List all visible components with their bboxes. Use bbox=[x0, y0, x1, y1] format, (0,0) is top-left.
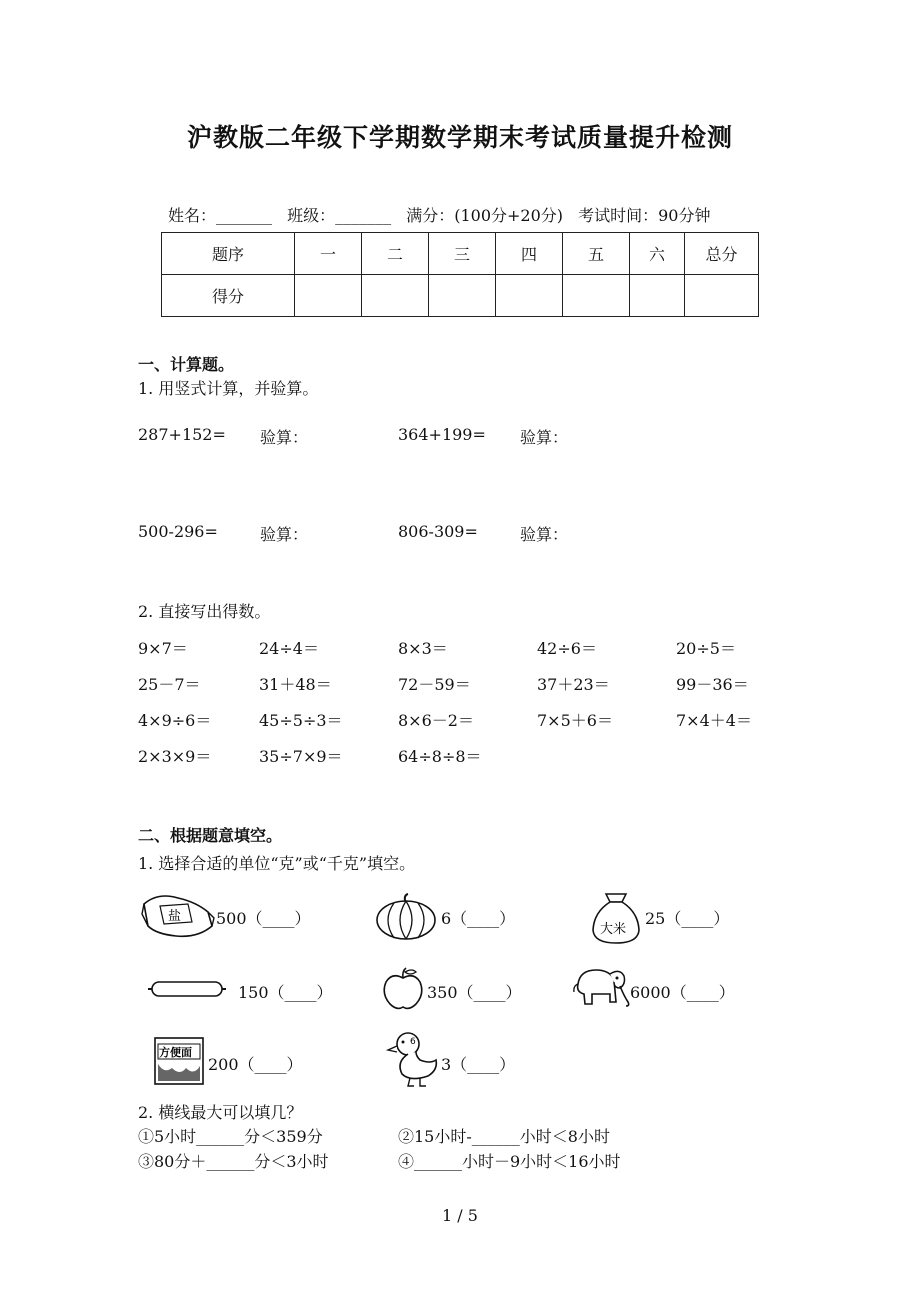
page-title: 沪教版二年级下学期数学期末考试质量提升检测 bbox=[186, 123, 733, 152]
mental-calc-item: 72－59＝ bbox=[398, 675, 471, 694]
score-table-score-row bbox=[162, 275, 759, 317]
mental-calc-item: 31＋48＝ bbox=[259, 675, 332, 694]
elephant-icon bbox=[570, 962, 632, 1012]
instant-noodles-label: 方便面 bbox=[159, 1046, 192, 1059]
section-2-title: 二、根据题意填空。 bbox=[138, 826, 283, 845]
question-1-1-prompt: 1. 用竖式计算，并验算。 bbox=[138, 379, 319, 398]
mental-calc-item: 7×5＋6＝ bbox=[537, 711, 613, 730]
score-table-header-cell: 五 bbox=[563, 233, 630, 275]
exam-time-label: 考试时间：90分钟 bbox=[578, 206, 711, 225]
unit-fill-item: 6000（____） bbox=[630, 983, 735, 1002]
section-1-title: 一、计算题。 bbox=[138, 355, 235, 374]
student-info-line bbox=[168, 203, 710, 226]
mental-calc-item: 8×6－2＝ bbox=[398, 711, 474, 730]
duck-label: 6 bbox=[410, 1037, 416, 1047]
vertical-calc-expr: 287+152= bbox=[138, 425, 226, 444]
mental-calc-item: 20÷5＝ bbox=[676, 639, 736, 658]
score-cell[interactable] bbox=[563, 275, 630, 317]
score-table-header-cell: 题序 bbox=[162, 233, 295, 275]
unit-fill-item: 3（____） bbox=[441, 1055, 516, 1074]
apple-icon bbox=[380, 966, 426, 1012]
score-table-header-row bbox=[162, 233, 759, 275]
duck-icon bbox=[386, 1030, 442, 1090]
salt-bag-label: 盐 bbox=[168, 909, 182, 924]
salt-bag-icon bbox=[138, 890, 216, 942]
check-label: 验算： bbox=[520, 428, 569, 447]
class-field[interactable]: 班级：_______ bbox=[287, 206, 392, 225]
score-cell[interactable] bbox=[496, 275, 563, 317]
mental-calc-item: 25－7＝ bbox=[138, 675, 201, 694]
score-cell[interactable] bbox=[630, 275, 685, 317]
unit-fill-item: 25（____） bbox=[645, 909, 730, 928]
unit-fill-item: 200（____） bbox=[208, 1055, 303, 1074]
mental-calc-item: 4×9÷6＝ bbox=[138, 711, 212, 730]
score-cell[interactable] bbox=[362, 275, 429, 317]
unit-fill-item: 500（____） bbox=[216, 909, 311, 928]
mental-calc-item: 8×3＝ bbox=[398, 639, 448, 658]
mental-calc-item: 64÷8÷8＝ bbox=[398, 747, 482, 766]
rice-bag-icon bbox=[588, 890, 644, 946]
vertical-calc-expr: 806-309= bbox=[398, 522, 478, 541]
question-1-2-prompt: 2. 直接写出得数。 bbox=[138, 602, 271, 621]
unit-fill-item: 350（____） bbox=[427, 983, 522, 1002]
unit-fill-item: 150（____） bbox=[238, 983, 333, 1002]
check-label: 验算： bbox=[260, 525, 309, 544]
score-table-header-cell: 六 bbox=[630, 233, 685, 275]
mental-calc-item: 35÷7×9＝ bbox=[259, 747, 343, 766]
question-2-2-prompt: 2. 横线最大可以填几？ bbox=[138, 1103, 303, 1122]
mental-calc-item: 24÷4＝ bbox=[259, 639, 319, 658]
mental-calc-item: 37＋23＝ bbox=[537, 675, 610, 694]
fill-blank-item: ③80分＋______分＜3小时 bbox=[138, 1152, 329, 1171]
full-score-label: 满分：(100分+20分) bbox=[406, 206, 564, 225]
question-2-1-prompt: 1. 选择合适的单位“克”或“千克”填空。 bbox=[138, 854, 416, 873]
mental-calc-item: 42÷6＝ bbox=[537, 639, 597, 658]
score-table-header-cell: 一 bbox=[295, 233, 362, 275]
score-table-header-cell: 总分 bbox=[685, 233, 759, 275]
rice-bag-label: 大米 bbox=[600, 922, 627, 937]
fill-blank-item: ①5小时______分＜359分 bbox=[138, 1127, 323, 1146]
mental-calc-item: 99－36＝ bbox=[676, 675, 749, 694]
mental-calc-item: 2×3×9＝ bbox=[138, 747, 212, 766]
instant-noodles-icon bbox=[152, 1034, 206, 1088]
mental-calc-item: 9×7＝ bbox=[138, 639, 188, 658]
fill-blank-item: ②15小时-______小时＜8小时 bbox=[398, 1127, 610, 1146]
fill-blank-item: ④______小时－9小时＜16小时 bbox=[398, 1152, 621, 1171]
score-cell[interactable] bbox=[685, 275, 759, 317]
mental-calc-item: 45÷5÷3＝ bbox=[259, 711, 343, 730]
score-table-header-cell: 二 bbox=[362, 233, 429, 275]
mental-calc-item: 7×4＋4＝ bbox=[676, 711, 752, 730]
score-table-header-cell: 三 bbox=[429, 233, 496, 275]
vertical-calc-expr: 364+199= bbox=[398, 425, 486, 444]
pumpkin-icon bbox=[374, 893, 438, 941]
sausage-icon bbox=[146, 978, 228, 1000]
name-field[interactable]: 姓名：_______ bbox=[168, 206, 273, 225]
check-label: 验算： bbox=[260, 428, 309, 447]
vertical-calc-expr: 500-296= bbox=[138, 522, 218, 541]
score-row-label: 得分 bbox=[162, 275, 295, 317]
score-table bbox=[161, 232, 759, 317]
check-label: 验算： bbox=[520, 525, 569, 544]
score-table-header-cell: 四 bbox=[496, 233, 563, 275]
unit-fill-item: 6（____） bbox=[441, 909, 516, 928]
page-number: 1 / 5 bbox=[442, 1206, 478, 1225]
score-cell[interactable] bbox=[429, 275, 496, 317]
score-cell[interactable] bbox=[295, 275, 362, 317]
